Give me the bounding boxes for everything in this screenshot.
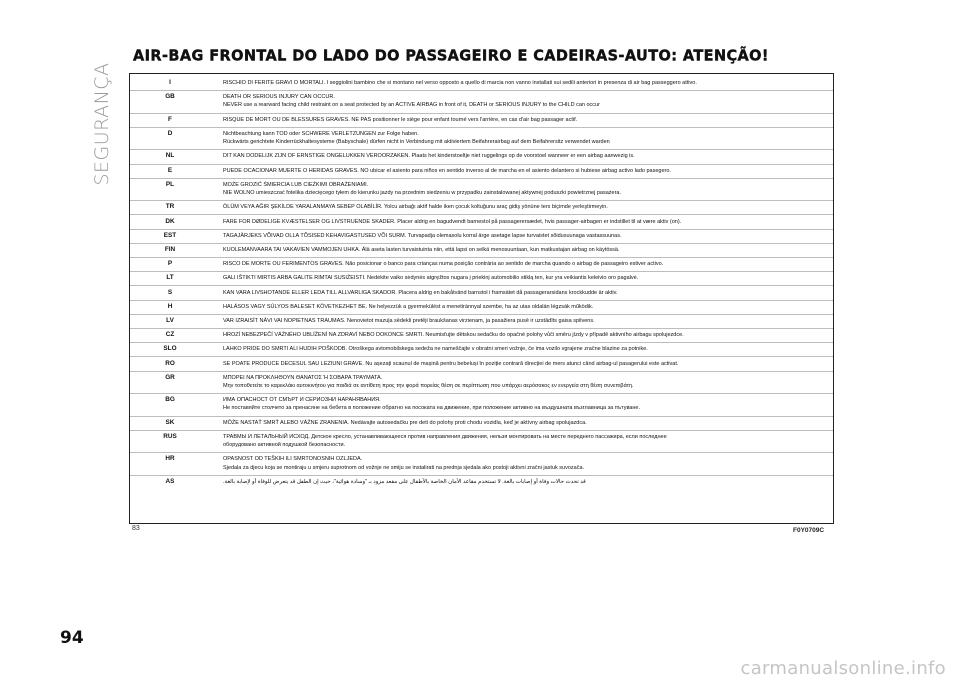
warning-line: Rückwärts gerichtete Kinderrückhaltesysteme (Babyschale) dürfen nicht in Verbindung mit aktiviertem Beifahrerairbag auf dem Beifahrersitz verwendet warden xyxy=(223,139,610,146)
warning-text xyxy=(223,203,827,211)
warning-row xyxy=(130,76,833,91)
warning-line: GALI IŠTIKTI MIRTIS ARBA GALITE RIMTAI SUSIŽEISTI. Nedėkite vaiko sėdynės atgręžtos nugara į priekinį automobilio stiklą ten, kur yra veikiantis keleivio oro pagalvė. xyxy=(223,275,639,282)
language-code: F xyxy=(168,115,172,123)
warning-line: Не поставяйте столчето за пренасяне на бебета в положение обратно на посоката на движение, при положение активно на въздушната възглавница за пътуване. xyxy=(223,405,640,412)
language-code: EST xyxy=(163,231,177,239)
warning-line: MÔŽE NASTAŤ SMRŤ ALEBO VÁŽNE ZRANENIA. Nedávajte autosedačku pre deti do polohy proti chodu vozidla, keď je aktívny airbag spolujazdca. xyxy=(223,419,587,426)
warning-text xyxy=(223,433,827,449)
warning-line: NEVER use a rearward facing child restraint on a seat protected by an ACTIVE AIRBAG in front of it, DEATH or SERIOUS INJURY to the CHILD can occur xyxy=(223,102,600,109)
warning-row xyxy=(130,178,833,202)
language-code: LT xyxy=(166,274,174,282)
warning-line: DEATH OR SERIOUS INJURY CAN OCCUR. xyxy=(223,94,335,101)
warning-line: HALÁSOS VAGY SÚLYOS BALESET KÖVETKEZHET BE. Ne helyezzük a gyermekülést a menetiránnyal szembe, ha az utas oldalán légzsák működik. xyxy=(223,303,594,310)
language-code: FIN xyxy=(164,245,176,253)
warning-row xyxy=(130,271,833,286)
language-code: HR xyxy=(165,455,175,463)
warning-row xyxy=(130,243,833,258)
warning-line: KAN VARA LIVSHOTANDE ELLER LEDA TILL ALLVARLIGA SKADOR. Placera aldrig en bakåtvänd barnstol i framsätet då passagerarsidans krockkudde är aktiv. xyxy=(223,289,618,296)
warning-row xyxy=(130,328,833,343)
warning-text xyxy=(223,79,827,87)
language-code: DK xyxy=(165,217,175,225)
warning-line: MOŻE GROZIĆ ŚMIERCIA LUB CIEŻKIMI OBRAŻENIAMI. xyxy=(223,181,369,188)
warning-text xyxy=(223,274,827,282)
warning-line: PUEDE OCACIONAR MUERTE O HERIDAS GRAVES. NO ubicar el asiento para niños en sentido inverso al de marcha en el asiento delantero si hubiese airbag activo lado pasegero. xyxy=(223,167,671,174)
warning-row xyxy=(130,257,833,272)
language-code: GR xyxy=(165,373,175,381)
warning-text xyxy=(223,152,827,160)
warning-text xyxy=(223,232,827,240)
warning-text xyxy=(223,303,827,311)
language-code: I xyxy=(169,79,171,86)
warning-table xyxy=(129,73,834,524)
warning-row xyxy=(130,90,833,114)
language-code: PL xyxy=(165,180,175,188)
warning-row xyxy=(130,164,833,179)
warning-line: LAHKO PRIDE DO SMRTI ALI HUDIH POŠKODB. Otroškega avtomobilskega sedeža ne nameščajte v obratni smeri vožnje, če ima vozilo vgrajene zračne blazine za potnike. xyxy=(223,346,648,353)
warning-line: ΜΠΟΡΕΙ ΝΑ ΠΡΟΚΛΗΘΟΥΝ ΘΑΝΑΤΟΣ Ή ΣΟΒΑΡΑ ΤΡΑΥΜΑΤΑ. xyxy=(223,374,383,381)
warning-row xyxy=(130,393,833,417)
warning-row xyxy=(130,342,833,357)
warning-row xyxy=(130,229,833,244)
language-code: TR xyxy=(165,203,175,211)
warning-text xyxy=(223,260,827,268)
language-code: RO xyxy=(165,359,175,367)
warning-row xyxy=(130,113,833,128)
warning-line: NIE WOLNO umieszczać fotelika dziecięcego tyłem do kierunku jazdy na przednim siedzeniu w przypadku zainstalowanej aktywnej poduszki powietrznej pasażera. xyxy=(223,190,622,196)
warning-line: VAR IZRAISĪT NĀVI VAI NOPIETNAS TRAUMAS. Nenovietot mazuļa sēdekli pretēji braukšanas virzienam, ja pasažiera pusē ir uzstādīts gaisa spilvens. xyxy=(223,317,595,324)
warning-text xyxy=(223,455,827,471)
warning-row xyxy=(130,475,833,489)
warning-text xyxy=(223,360,827,368)
warning-row xyxy=(130,286,833,301)
warning-row xyxy=(130,300,833,315)
warning-text xyxy=(223,218,827,226)
warning-row xyxy=(130,200,833,215)
warning-row xyxy=(130,430,833,454)
watermark-text: carmanualsonline.info xyxy=(740,658,946,679)
warning-line: RISCHIO DI FERITE GRAVI O MORTALI. I seggiolini bambino che si montano nel verso opposto a quello di marcia non vanno installati sui sedili anteriori in presenza di air bag passeggero attivo. xyxy=(223,80,697,86)
warning-line: FARE FOR DØDELIGE KVÆSTELSER OG LIVSTRUENDE SKADER. Placer aldrig en bagudvendt barnestol på passagerersædet, hvis passager-airbagen er indstillet til at være aktiv (on). xyxy=(223,218,682,225)
language-code: P xyxy=(167,260,173,268)
warning-text xyxy=(223,331,827,339)
page-title: AIR-BAG FRONTAL DO LADO DO PASSAGEIRO E CADEIRAS-AUTO: ATENÇÃO! xyxy=(133,48,769,65)
warning-line: ИМА ОПАСНОСТ ОТ СМЪРТ И СЕРИОЗНИ НАРАНЯВАНИЯ. xyxy=(223,397,381,404)
figure-code: F0Y0709C xyxy=(793,527,825,534)
warning-line: SE POATE PRODUCE DECESUL SAU LEZIUNI GRAVE. Nu așezați scaunul de mașină pentru bebeluși în poziție contrară direcției de mers atunci când airbag-ul pasagerului este activat. xyxy=(223,360,679,367)
warning-text xyxy=(223,317,827,325)
language-code: CZ xyxy=(165,331,175,339)
warning-line: оборудовано активной подушкой безопасности. xyxy=(223,442,346,449)
warning-line: قد تحدث حالات وفاة أو إصابات بالغة. لا تستخدم مقاعد الأمان الخاصة بالأطفال على مقعد مزود بـ "وسادة هوائية"، حيث إن الطفل قد يتعرض للوفاة أو لإصابة بالغة. xyxy=(223,478,586,485)
warning-text xyxy=(223,396,827,412)
language-code: AS xyxy=(165,477,175,485)
warning-line: OPASNOST OD TEŠKIH ILI SMRTONOSNIH OZLJEDA. xyxy=(223,456,363,463)
warning-text xyxy=(223,167,827,175)
warning-line: TAGAJÄRJEKS VÕIVAD OLLA TÕSISED KEHAVIGASTUSED VÕI SURM. Turvapadja olemasolu korral ärge asetage lapse turvaistet sõidusuunaga vastassuunas. xyxy=(223,232,622,239)
warning-row xyxy=(130,452,833,476)
language-code: NL xyxy=(165,152,175,160)
language-code: GB xyxy=(165,93,175,101)
warning-line: DIT KAN DODELIJK ZIJN OF ERNSTIGE ONGELUKKEN VEROORZAKEN. Plaats het kinderstoeltje niet ruggelings op de voorstoel wanneer er een airbag aanwezig is. xyxy=(223,153,635,160)
warning-row xyxy=(130,416,833,431)
warning-line: KUOLEMANVAARA TAI VAKAVIEN VAMMOJEN UHKA. Älä aseta lasten turvaistuinta niin, että lapsi on selkä menosuuntaan, kun matkustajan airbag on käytössä. xyxy=(223,246,620,253)
warning-row xyxy=(130,127,833,151)
language-code: D xyxy=(167,129,173,137)
language-code: S xyxy=(167,288,173,296)
warning-line: RISCO DE MORTE OU FERIMENTOS GRAVES. Não posicionar o banco para crianças numa posição contrária ao sentido de marcha quando o airbag de passageiro estiver activo. xyxy=(223,261,664,268)
warning-text xyxy=(223,374,827,390)
page-number: 94 xyxy=(60,628,84,648)
language-code: H xyxy=(167,302,173,310)
warning-text xyxy=(223,246,827,254)
warning-line: ТРАВМЫ И ЛЕТАЛЬНЫЙ ИСХОД. Детское кресло, устанавливающееся против направления движения, нельзя монтировать на месте переднего пассажира, если последнее xyxy=(223,433,667,440)
warning-row xyxy=(130,149,833,164)
language-code: BG xyxy=(165,396,175,404)
language-code: RUS xyxy=(163,432,177,440)
warning-text xyxy=(223,289,827,297)
warning-text xyxy=(223,181,827,197)
warning-text xyxy=(223,478,827,486)
warning-row xyxy=(130,357,833,372)
warning-line: Nichtbeachtung kann TOD oder SCHWERE VERLETZUNGEN zur Folge haben. xyxy=(223,130,419,137)
warning-line: Sjedala za djecu koja se montiraju u smjeru suprotnom od vožnje ne smiju se instalirati na prednja sjedala ako postoji aktivni zračni jastuk suvozača. xyxy=(223,464,585,471)
section-title: SEGURANÇA xyxy=(91,62,113,186)
warning-line: RISQUE DE MORT OU DE BLESSURES GRAVES. NE PAS positionner le siège pour enfant tourné vers l'arrière, en cas d'air bag passager actif. xyxy=(223,116,578,123)
warning-text xyxy=(223,345,827,353)
warning-line: Μην τοποθετείτε το καρεκλάκι αυτοκινήτου για παιδιά σε αντίθετη προς την φορά πορείας θέση σε περίπτωση που υπάρχει αερόσακος εν ενεργεία στη θέση συνεπιβάτη. xyxy=(223,382,634,389)
warning-row xyxy=(130,314,833,329)
language-code: SLO xyxy=(163,345,177,353)
warning-text xyxy=(223,419,827,427)
figure-page-label: 83 xyxy=(132,525,140,532)
warning-row xyxy=(130,215,833,230)
warning-text xyxy=(223,116,827,124)
language-code: LV xyxy=(166,316,174,324)
warning-line: ÖLÜM VEYA AĞIR ŞEKİLDE YARALANMAYA SEBEP OLABİLİR. Yolcu airbağı aktif halde iken çocuk koltuğunu araç gidiş yönüne ters biçimde yerleştirmeyin. xyxy=(223,204,608,211)
language-code: E xyxy=(167,166,173,174)
warning-text xyxy=(223,130,827,146)
warning-text xyxy=(223,93,827,109)
warning-line: HROZÍ NEBEZPEČÍ VÁŽNÉHO UBLÍŽENÍ NA ZDRAVÍ NEBO DOKONCE SMRTI. Neumisťujte dětskou sedačku do opačné polohy vůči směru jízdy v případě aktivního airbagu spolujezdce. xyxy=(223,332,684,339)
language-code: SK xyxy=(165,418,175,426)
warning-row xyxy=(130,371,833,395)
